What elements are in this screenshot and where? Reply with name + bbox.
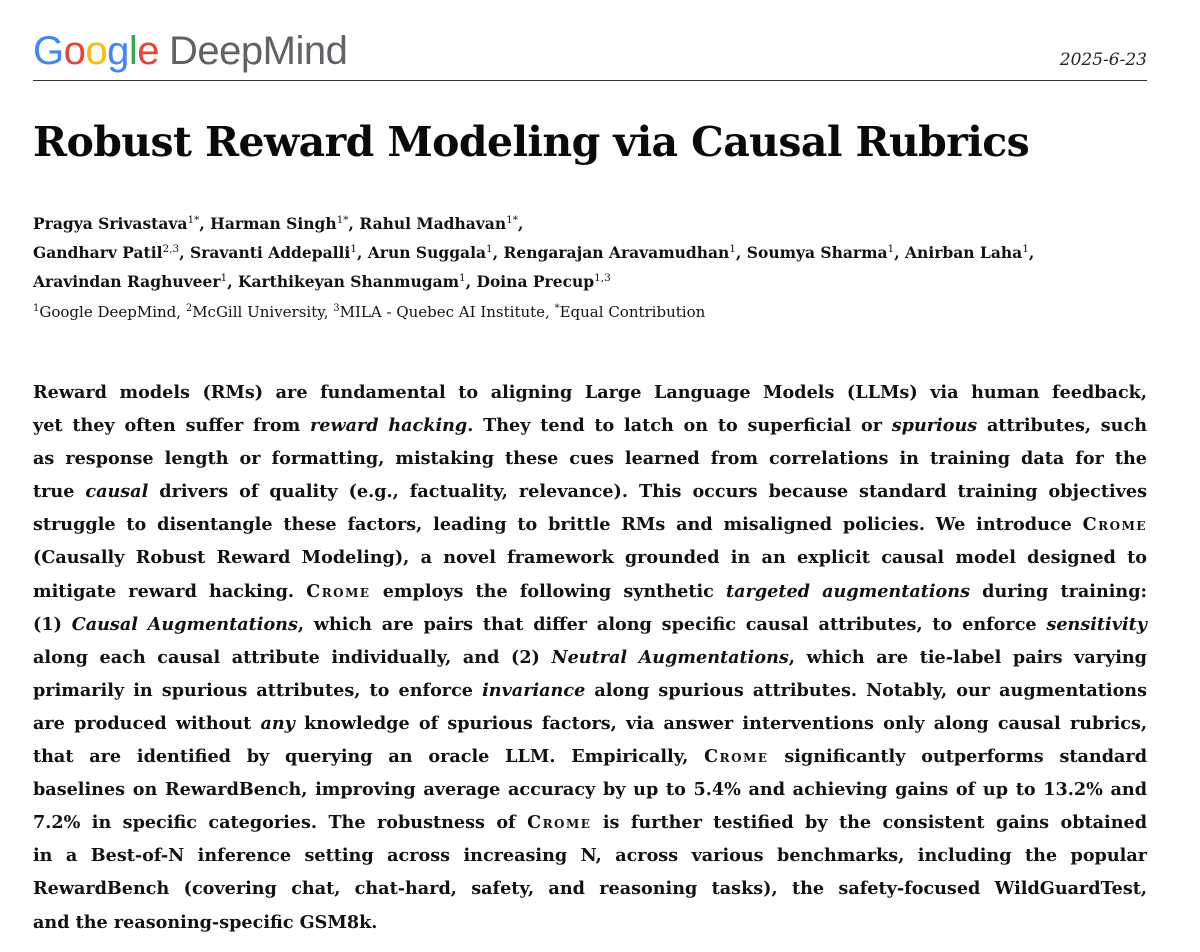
abstract-line [33, 575, 1147, 608]
abstract-text: , which are tie-label pairs varying [788, 646, 1147, 668]
author-affiliation-marker: 1,3 [594, 272, 611, 284]
author-name: Karthikeyan Shanmugam [237, 272, 460, 291]
abstract-text: significantly outperforms standard [768, 746, 1147, 768]
author-affiliation-marker: 1 [729, 243, 736, 255]
abstract-line [33, 442, 1147, 475]
affiliation-separator: , [323, 303, 334, 321]
author-separator: , [492, 243, 504, 262]
header-divider [33, 80, 1147, 81]
author-affiliation-marker: 1 [887, 243, 895, 255]
affiliation-name: McGill University [192, 303, 324, 321]
abstract-emphasis: causal [85, 481, 149, 503]
abstract-emphasis: Neutral Augmentations [551, 646, 789, 668]
abstract-text: . They tend to latch on to superficial or [467, 415, 892, 437]
abstract-text: attributes, such [977, 415, 1147, 437]
author-name: Sravanti Addepalli [190, 243, 351, 262]
author-name: Doina Precup [476, 272, 595, 291]
abstract-line [33, 806, 1147, 839]
abstract-text: Reward models (RMs) are fundamental to aligning Large Language Models (LLMs) via human feedback, [33, 382, 1147, 403]
author-affiliation-marker: 1* [187, 214, 200, 226]
author-name: Aravindan Raghuveer [33, 272, 221, 291]
abstract-line [33, 641, 1147, 674]
method-name-crome: Crome [527, 812, 592, 834]
author-line [33, 209, 1147, 238]
abstract-text: employs the following synthetic [370, 580, 727, 602]
author-name: Anirban Laha [905, 243, 1023, 262]
author-line [33, 267, 1147, 296]
abstract-text: (1) [33, 613, 72, 635]
author-affiliation-marker: 1 [350, 243, 357, 255]
affiliation-marker: 1 [33, 303, 40, 314]
abstract-text: true [33, 481, 86, 503]
abstract-text: primarily in spurious attributes, to enforce [33, 679, 483, 701]
author-separator: , [227, 272, 238, 291]
abstract-text: drivers of quality (e.g., factuality, relevance). This occurs because standard training objectives [148, 481, 1147, 503]
author-separator: , [894, 243, 906, 262]
abstract-text: baselines on RewardBench, improving average accuracy by up to 5.4% and achieving gains of up to 13.2% and [33, 779, 1147, 801]
affiliation-name: MILA - Quebec AI Institute [339, 303, 546, 321]
author-affiliation-marker: 1* [506, 214, 519, 226]
abstract-text: struggle to disentangle these factors, leading to brittle RMs and misaligned policies. We introduce [33, 514, 1083, 536]
abstract-text: , which are pairs that differ along specific causal attributes, to enforce [297, 613, 1047, 635]
abstract [33, 376, 1147, 939]
author-name: Harman Singh [210, 214, 337, 233]
author-separator: , [199, 214, 211, 233]
abstract-line [33, 872, 1147, 905]
logo-letter: o [63, 29, 86, 73]
abstract-line [33, 740, 1147, 773]
publication-date: 2025-6-23 [1059, 50, 1147, 70]
logo-letter: o [85, 29, 108, 73]
abstract-emphasis: sensitivity [1046, 613, 1147, 635]
abstract-text: 7.2% in specific categories. The robustness of [33, 812, 528, 834]
affiliation-marker: * [554, 303, 560, 314]
abstract-text: and the reasoning-specific GSM8k. [33, 911, 378, 933]
affiliation-name: Google DeepMind [39, 303, 177, 321]
abstract-line [33, 608, 1147, 641]
author-line [33, 238, 1147, 267]
author-separator: , [1028, 243, 1035, 262]
logo-suffix: DeepMind [169, 29, 348, 73]
affiliation-name: Equal Contribution [559, 303, 706, 321]
abstract-text: in a Best-of-N inference setting across increasing N, across various benchmarks, including the popular [33, 845, 1147, 867]
author-separator: , [735, 243, 747, 262]
abstract-emphasis: spurious [891, 415, 978, 437]
author-separator: , [465, 272, 477, 291]
abstract-text: yet they often suffer from [33, 415, 310, 437]
author-name: Arun Suggala [367, 243, 487, 262]
abstract-text: during training: [970, 580, 1148, 602]
author-separator: , [518, 214, 524, 233]
author-affiliation-marker: 1 [1022, 243, 1029, 255]
author-name: Gandharv Patil [33, 243, 163, 262]
abstract-emphasis: any [260, 712, 295, 734]
abstract-line [33, 906, 1147, 939]
abstract-text: along spurious attributes. Notably, our augmentations [585, 679, 1147, 701]
author-separator: , [179, 243, 190, 262]
author-separator: , [356, 243, 368, 262]
author-name: Rengarajan Aravamudhan [503, 243, 730, 262]
abstract-emphasis: reward hacking [309, 415, 468, 437]
abstract-line [33, 475, 1147, 508]
method-name-crome: Crome [1082, 514, 1147, 536]
abstract-line [33, 409, 1147, 442]
logo-letter: e [137, 29, 160, 73]
abstract-text: are produced without [33, 712, 261, 734]
author-list [33, 209, 1147, 296]
abstract-text: as response length or formatting, mistaking these cues learned from correlations in training data for the [33, 448, 1147, 470]
author-affiliation-marker: 1 [459, 272, 466, 284]
author-separator: , [348, 214, 360, 233]
abstract-text: along each causal attribute individually, and (2) [33, 646, 552, 668]
abstract-emphasis: targeted augmentations [726, 580, 970, 602]
abstract-text: RewardBench (covering chat, chat-hard, safety, and reasoning tasks), the safety-focused WildGuardTest, [33, 878, 1147, 900]
author-name: Rahul Madhavan [359, 214, 507, 233]
logo-letter: g [107, 29, 129, 73]
affiliation-marker: 3 [333, 303, 340, 314]
author-affiliation-marker: 1 [486, 243, 493, 255]
logo-letter: G [33, 29, 64, 73]
author-name: Pragya Srivastava [33, 214, 188, 233]
paper-title: Robust Reward Modeling via Causal Rubrics [33, 118, 1030, 166]
affiliation-marker: 2 [185, 303, 193, 314]
paper-header [33, 26, 1147, 82]
abstract-line [33, 674, 1147, 707]
abstract-line [33, 707, 1147, 740]
affiliation-separator: , [176, 303, 186, 321]
author-affiliation-marker: 1 [220, 272, 228, 284]
affiliations [33, 299, 705, 325]
abstract-text: that are identified by querying an oracle LLM. Empirically, [33, 746, 705, 768]
abstract-line [33, 508, 1147, 541]
abstract-line [33, 541, 1147, 574]
logo-letter: l [128, 29, 138, 73]
abstract-line [33, 839, 1147, 872]
abstract-emphasis: Causal Augmentations [71, 613, 298, 635]
abstract-text: is further testified by the consistent gains obtained [591, 812, 1147, 834]
affiliation-separator: , [545, 303, 555, 321]
method-name-crome: Crome [306, 580, 371, 602]
abstract-text: (Causally Robust Reward Modeling), a novel framework grounded in an explicit causal model designed to [33, 547, 1147, 569]
abstract-text: knowledge of spurious factors, via answer interventions only along causal rubrics, [294, 712, 1148, 734]
google-deepmind-logo [33, 28, 347, 74]
author-affiliation-marker: 2,3 [162, 243, 180, 255]
abstract-line [33, 773, 1147, 806]
author-name: Soumya Sharma [746, 243, 888, 262]
method-name-crome: Crome [704, 746, 769, 768]
abstract-line [33, 376, 1147, 409]
abstract-emphasis: invariance [482, 679, 586, 701]
author-affiliation-marker: 1* [336, 214, 349, 226]
abstract-text: mitigate reward hacking. [33, 580, 307, 602]
